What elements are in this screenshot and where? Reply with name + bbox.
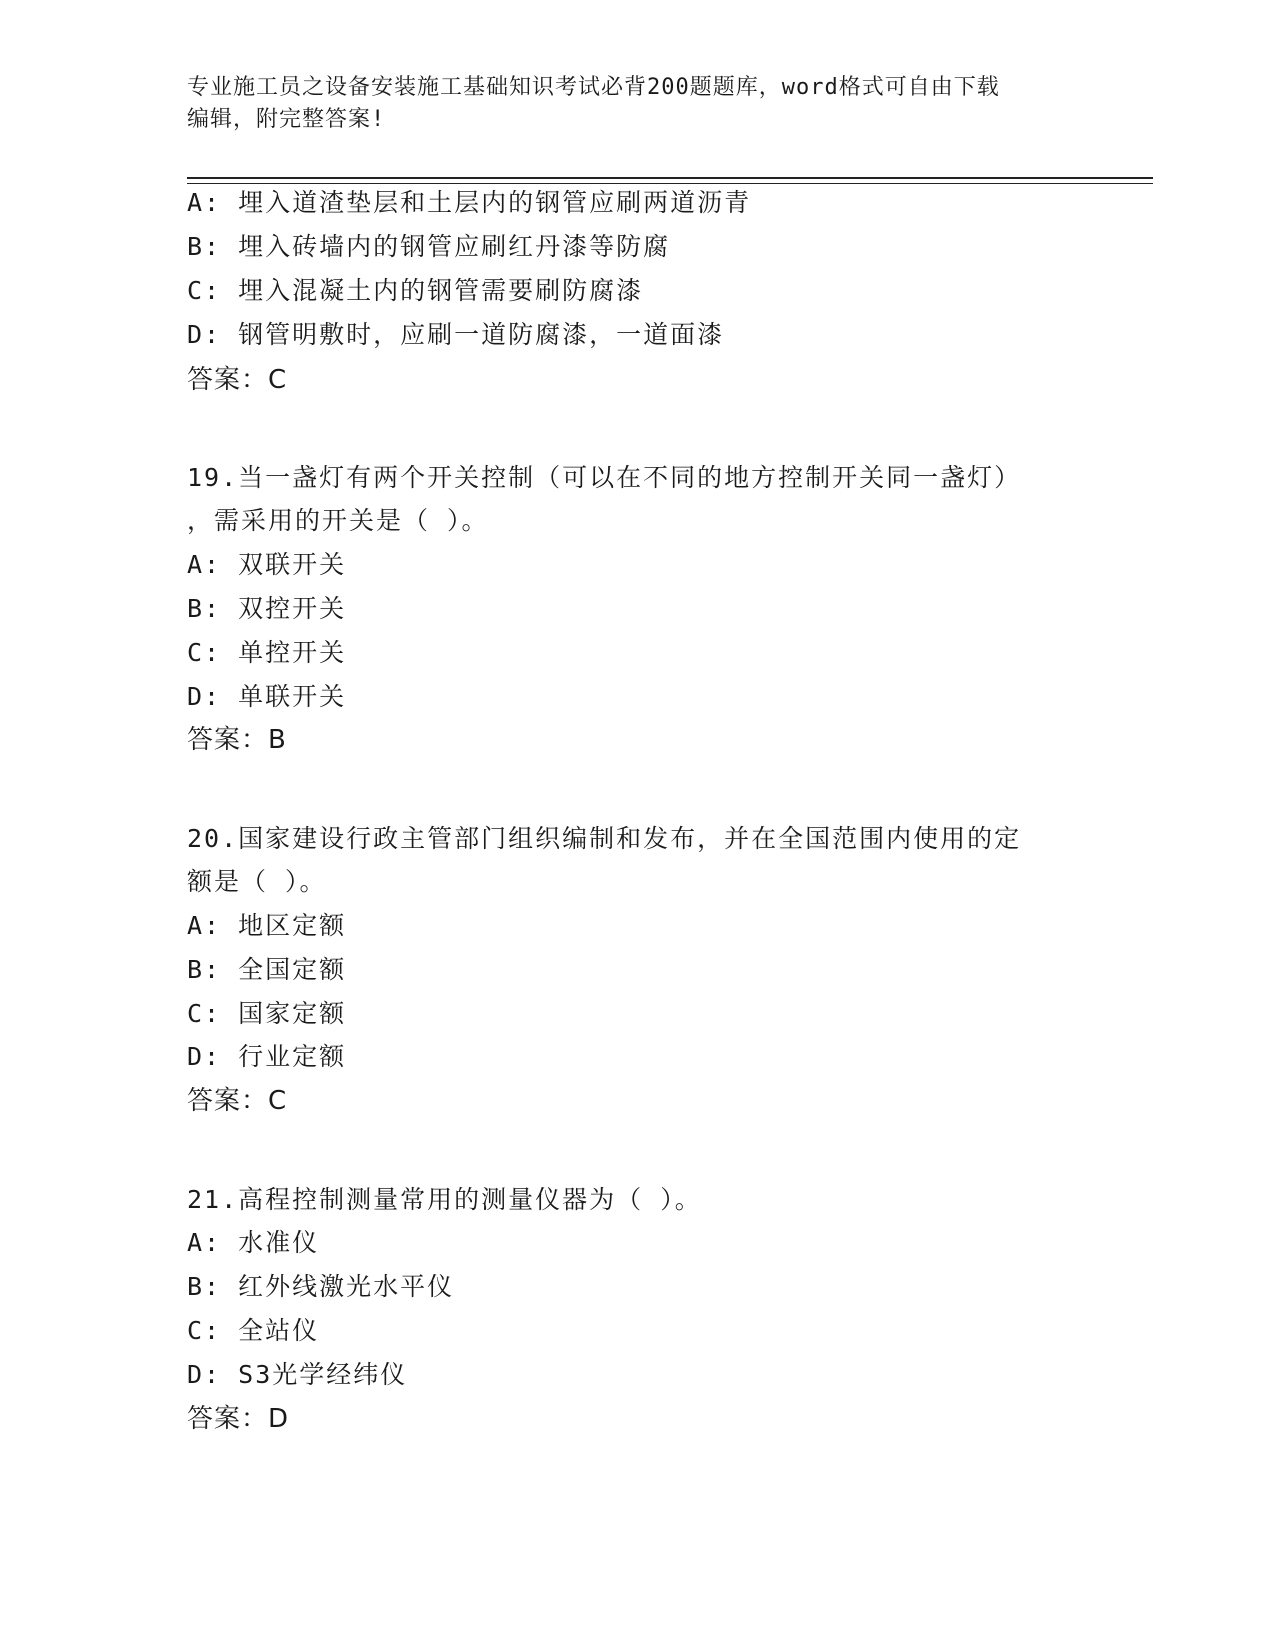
- q20-option-b: B: 全国定额: [187, 955, 347, 984]
- q19-option-b: B: 双控开关: [187, 594, 347, 623]
- q21-stem-line-1: 21.高程控制测量常用的测量仪器为（ ）。: [187, 1185, 702, 1214]
- q19-option-c: C: 单控开关: [187, 638, 347, 667]
- q19-option-d: D: 单联开关: [187, 682, 347, 711]
- header-line-1: 专业施工员之设备安装施工基础知识考试必背200题题库，word格式可自由下载: [187, 75, 1000, 100]
- q20-answer: 答案：C: [187, 1086, 288, 1116]
- q21-option-a: A: 水准仪: [187, 1228, 320, 1257]
- q18-option-d: D: 钢管明敷时，应刷一道防腐漆，一道面漆: [187, 320, 725, 349]
- header-line-2: 编辑，附完整答案!: [187, 107, 386, 132]
- q19-stem-line-1: 19.当一盏灯有两个开关控制（可以在不同的地方控制开关同一盏灯）: [187, 463, 1022, 492]
- header-divider-thick: [187, 177, 1153, 179]
- q19-stem-line-2: ，需采用的开关是（ ）。: [187, 506, 489, 535]
- q20-option-a: A: 地区定额: [187, 911, 347, 940]
- header-divider-thin: [187, 183, 1153, 184]
- q18-option-c: C: 埋入混凝土内的钢管需要刷防腐漆: [187, 276, 644, 305]
- q18-option-a: A: 埋入道渣垫层和土层内的钢管应刷两道沥青: [187, 188, 752, 217]
- q20-option-c: C: 国家定额: [187, 999, 347, 1028]
- q20-stem-line-1: 20.国家建设行政主管部门组织编制和发布，并在全国范围内使用的定: [187, 824, 1022, 853]
- q19-answer: 答案：B: [187, 725, 287, 755]
- q20-stem-line-2: 额是（ ）。: [187, 867, 327, 896]
- q21-option-b: B: 红外线激光水平仪: [187, 1272, 455, 1301]
- q21-option-d: D: S3光学经纬仪: [187, 1360, 408, 1389]
- q21-option-c: C: 全站仪: [187, 1316, 320, 1345]
- q19-option-a: A: 双联开关: [187, 550, 347, 579]
- q18-option-b: B: 埋入砖墙内的钢管应刷红丹漆等防腐: [187, 232, 671, 261]
- q20-option-d: D: 行业定额: [187, 1042, 347, 1071]
- q21-answer: 答案：D: [187, 1404, 290, 1434]
- document-header: [187, 72, 1067, 136]
- q18-answer: 答案：C: [187, 365, 288, 395]
